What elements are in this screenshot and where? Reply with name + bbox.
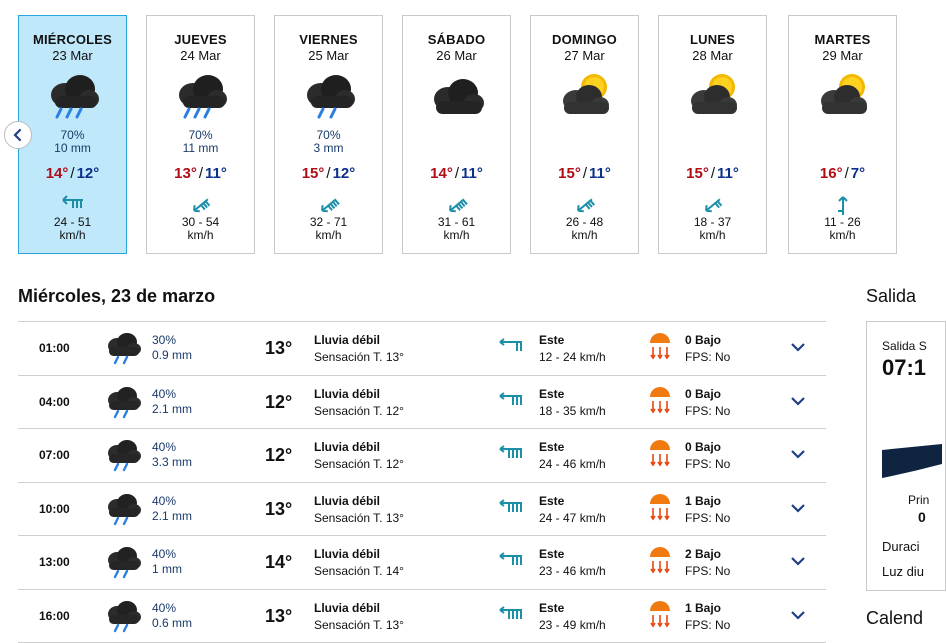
wind-northeast-icon [275,194,382,216]
rain-amount: 2.1 mm [152,402,192,417]
hour-temperature: 13° [265,338,292,359]
sun-arc-graphic [882,444,942,485]
rain-info [152,440,192,470]
calendar-section-title: Calend [866,608,923,629]
table-row[interactable] [18,589,826,643]
hour-temperature: 14° [265,552,292,573]
wind-east-icon [498,392,524,411]
wind-units: km/h [147,229,254,242]
wind-direction: Este [539,386,606,403]
wind-range: 26 - 48 [531,216,638,229]
hour-wind [539,493,606,527]
hour-time: 13:00 [39,555,70,569]
rain-info [152,547,182,577]
rain-info [152,387,192,417]
wind-direction: Este [539,600,606,617]
feels-like: Sensación T. 12° [314,403,404,420]
partly-cloudy-icon [659,69,766,127]
temp-separator: / [326,165,330,182]
fps: FPS: No [685,617,730,634]
feels-like: Sensación T. 13° [314,617,404,634]
rain-probability: 40% [152,601,192,616]
wind-speed: 24 - 47 km/h [539,510,606,527]
day-card[interactable] [402,15,511,254]
rain-amount: 0.6 mm [152,616,192,631]
uv-sun-icon [648,545,672,580]
uv-sun-icon [648,438,672,473]
hour-temperature: 12° [265,392,292,413]
day-card[interactable] [274,15,383,254]
rain-probability: 40% [152,547,182,562]
hour-description [314,386,404,420]
sunrise-time: 07:1 [882,355,926,381]
cloud-icon [403,69,510,127]
wind-northeast-icon [531,194,638,216]
hourly-title: Miércoles, 23 de marzo [18,286,215,307]
fps: FPS: No [685,510,730,527]
feels-like: Sensación T. 13° [314,510,404,527]
chevron-down-icon[interactable] [790,339,806,358]
day-name: LUNES [659,32,766,47]
rain-amount: 3.3 mm [152,455,192,470]
condition: Lluvia débil [314,546,404,563]
fps: FPS: No [685,563,730,580]
rain-amount [659,142,766,155]
sunrise-label: Salida S [882,339,927,353]
max-temp: 14° [46,165,69,182]
hour-time: 07:00 [39,448,70,462]
temp-separator: / [455,165,459,182]
wind-northeast-icon [659,194,766,216]
uv-index: 2 Bajo [685,546,730,563]
wind-north-icon [789,194,896,216]
rain-probability: 40% [152,494,192,509]
wind-units: km/h [789,229,896,242]
uv-index: 0 Bajo [685,386,730,403]
day-date: 29 Mar [789,48,896,63]
sun-section-title: Salida [866,286,916,307]
rain-cloud-icon [104,492,142,529]
rain-amount: 1 mm [152,562,182,577]
hourly-table [18,321,826,643]
day-name: SÁBADO [403,32,510,47]
day-date: 23 Mar [19,48,126,63]
feels-like: Sensación T. 12° [314,456,404,473]
rain-amount [403,142,510,155]
hour-time: 04:00 [39,395,70,409]
uv-index: 0 Bajo [685,332,730,349]
wind-units: km/h [275,229,382,242]
uv-sun-icon [648,331,672,366]
chevron-down-icon[interactable] [790,500,806,519]
wind-northeast-icon [147,194,254,216]
wind-range: 30 - 54 [147,216,254,229]
temp-separator: / [845,165,849,182]
wind-direction: Este [539,332,606,349]
daily-forecast [18,15,918,257]
rain-info [152,333,192,363]
max-temp: 16° [820,165,843,182]
hour-uv [685,493,730,527]
hour-description [314,332,404,366]
wind-direction: Este [539,546,606,563]
wind-east-icon [498,499,524,518]
day-date: 27 Mar [531,48,638,63]
uv-index: 1 Bajo [685,493,730,510]
rain-cloud-icon [147,69,254,127]
day-name: MARTES [789,32,896,47]
uv-sun-icon [648,599,672,634]
uv-sun-icon [648,492,672,527]
temperatures [403,165,510,182]
rain-probability: 30% [152,333,192,348]
day-date: 24 Mar [147,48,254,63]
rain-cloud-icon [104,331,142,368]
day-card[interactable] [530,15,639,254]
hour-uv [685,332,730,366]
temp-separator: / [70,165,74,182]
rain-info [152,601,192,631]
hour-description [314,493,404,527]
partly-cloudy-icon [531,69,638,127]
hour-uv [685,439,730,473]
day-name: JUEVES [147,32,254,47]
temp-separator: / [199,165,203,182]
temperatures [19,165,126,182]
min-temp: 12° [77,165,100,182]
hour-temperature: 12° [265,445,292,466]
hour-description [314,600,404,634]
day-card[interactable] [146,15,255,254]
min-temp: 7° [851,165,865,182]
rain-cloud-icon [19,69,126,127]
wind-east-icon [19,194,126,216]
wind-speed: 12 - 24 km/h [539,349,606,366]
chevron-down-icon[interactable] [790,607,806,626]
wind-units: km/h [531,229,638,242]
feels-like: Sensación T. 13° [314,349,404,366]
max-temp: 14° [430,165,453,182]
daylight-label: Luz diu [882,564,924,579]
hour-uv [685,546,730,580]
rain-cloud-icon [104,385,142,422]
wind-northeast-icon [403,194,510,216]
hour-temperature: 13° [265,606,292,627]
condition: Lluvia débil [314,386,404,403]
wind-speed: 18 - 35 km/h [539,403,606,420]
min-temp: 11° [717,165,739,182]
table-row[interactable] [18,535,826,589]
wind-east-icon [498,445,524,464]
day-name: DOMINGO [531,32,638,47]
condition: Lluvia débil [314,439,404,456]
temperatures [531,165,638,182]
uv-index: 0 Bajo [685,439,730,456]
chevron-down-icon[interactable] [790,553,806,572]
rain-probability: 40% [152,387,192,402]
rain-amount: 2.1 mm [152,509,192,524]
condition: Lluvia débil [314,493,404,510]
temperatures [789,165,896,182]
hour-description [314,439,404,473]
wind-speed: 23 - 49 km/h [539,617,606,634]
max-temp: 15° [686,165,709,182]
table-row[interactable] [18,482,826,536]
wind-units: km/h [19,229,126,242]
temperatures [147,165,254,182]
day-card[interactable] [788,15,897,254]
wind-range: 18 - 37 [659,216,766,229]
wind-speed: 23 - 46 km/h [539,563,606,580]
table-row[interactable] [18,428,826,482]
day-name: VIERNES [275,32,382,47]
rain-amount: 11 mm [147,142,254,155]
rain-cloud-icon [104,599,142,636]
day-date: 28 Mar [659,48,766,63]
chevron-down-icon[interactable] [790,446,806,465]
wind-east-icon [498,338,524,357]
wind-range: 31 - 61 [403,216,510,229]
hour-time: 16:00 [39,609,70,623]
day-date: 25 Mar [275,48,382,63]
wind-range: 11 - 26 [789,216,896,229]
min-temp: 11° [589,165,611,182]
temperatures [275,165,382,182]
max-temp: 15° [302,165,325,182]
partly-cloudy-icon [789,69,896,127]
rain-amount [531,142,638,155]
rain-probability: 40% [152,440,192,455]
uv-sun-icon [648,385,672,420]
day-name: MIÉRCOLES [19,32,126,47]
rain-amount: 0.9 mm [152,348,192,363]
rain-cloud-icon [104,545,142,582]
rain-cloud-icon [275,69,382,127]
rain-probability: 70% [147,129,254,142]
sun-panel [866,321,946,591]
table-row[interactable] [18,321,826,375]
rain-probability: 70% [19,129,126,142]
hour-time: 10:00 [39,502,70,516]
rain-cloud-icon [104,438,142,475]
hour-wind [539,600,606,634]
rain-amount: 3 mm [275,142,382,155]
rain-info [152,494,192,524]
first-light-label: Prin [908,493,929,507]
rain-amount [789,142,896,155]
min-temp: 12° [333,165,356,182]
condition: Lluvia débil [314,600,404,617]
chevron-left-icon [11,128,25,142]
rain-probability: 70% [275,129,382,142]
wind-east-icon [498,606,524,625]
hour-temperature: 13° [265,499,292,520]
condition: Lluvia débil [314,332,404,349]
first-light-value: 0 [918,509,926,525]
wind-units: km/h [659,229,766,242]
max-temp: 15° [558,165,581,182]
wind-direction: Este [539,439,606,456]
hour-uv [685,600,730,634]
wind-units: km/h [403,229,510,242]
max-temp: 13° [174,165,197,182]
fps: FPS: No [685,456,730,473]
uv-index: 1 Bajo [685,600,730,617]
temp-separator: / [711,165,715,182]
min-temp: 11° [205,165,227,182]
day-card[interactable] [658,15,767,254]
temp-separator: / [583,165,587,182]
table-row[interactable] [18,375,826,429]
hour-description [314,546,404,580]
chevron-down-icon[interactable] [790,393,806,412]
wind-speed: 24 - 46 km/h [539,456,606,473]
hour-uv [685,386,730,420]
hour-wind [539,439,606,473]
day-card[interactable] [18,15,127,254]
hour-wind [539,546,606,580]
hour-wind [539,386,606,420]
feels-like: Sensación T. 14° [314,563,404,580]
hour-time: 01:00 [39,341,70,355]
hour-wind [539,332,606,366]
wind-east-icon [498,552,524,571]
min-temp: 11° [461,165,483,182]
day-duration-label: Duraci [882,539,920,554]
wind-range: 32 - 71 [275,216,382,229]
wind-range: 24 - 51 [19,216,126,229]
fps: FPS: No [685,403,730,420]
rain-amount: 10 mm [19,142,126,155]
fps: FPS: No [685,349,730,366]
previous-days-button[interactable] [4,121,32,149]
wind-direction: Este [539,493,606,510]
day-date: 26 Mar [403,48,510,63]
temperatures [659,165,766,182]
